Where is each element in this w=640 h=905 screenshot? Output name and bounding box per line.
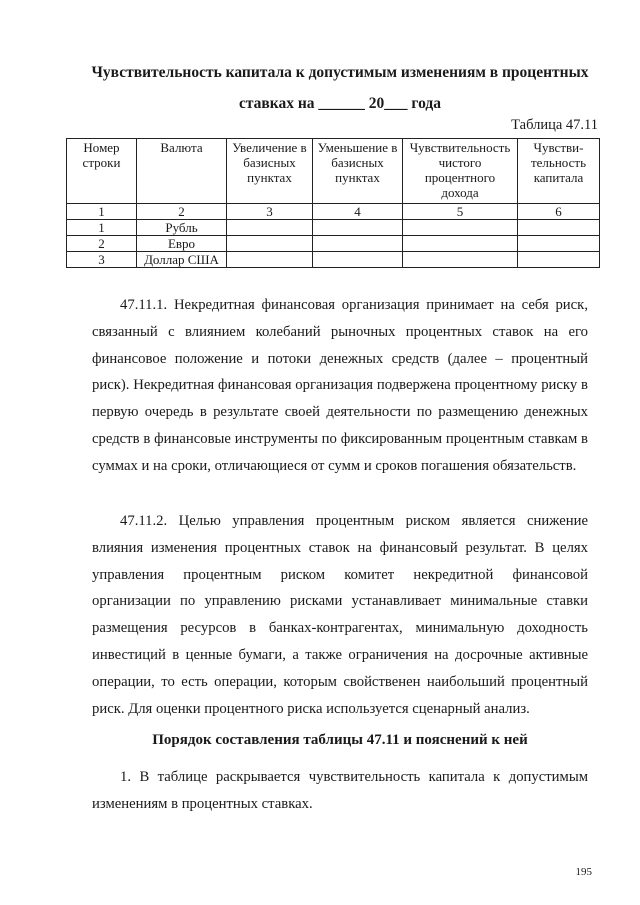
header-row-number: Номер строки	[67, 139, 137, 204]
table-cell	[403, 220, 518, 236]
row-number-cell: 1	[67, 220, 137, 236]
header-currency: Валюта	[137, 139, 227, 204]
table-cell	[518, 252, 600, 268]
section-heading: Порядок составления таблицы 47.11 и пояснений к ней	[152, 732, 528, 748]
column-number: 2	[137, 204, 227, 220]
header-increase-bp: Увеличение в базисных пунктах	[227, 139, 313, 204]
header-capital-sensitivity: Чувстви-тельность капитала	[518, 139, 600, 204]
currency-cell: Рубль	[137, 220, 227, 236]
paragraph-47-11-1: 47.11.1. Некредитная финансовая организация принимает на себя риск, связанный с влиянием колебаний рыночных процентных ставок на его финансовое положение и потоки денежных средств (далее – процентный риск). Некредитная финансовая организация подвержена процентному риску в первую очередь в результате своей деятельности по размещению денежных средств в финансовые инструменты по фиксированным процентным ставкам в суммах и на сроки, отличающиеся от сумм и сроков погашения обязательств.	[92, 297, 588, 474]
table-cell	[313, 236, 403, 252]
paragraph-instruction-1: 1. В таблице раскрывается чувствительность капитала к допустимым изменениям в процентных ставках.	[92, 769, 588, 812]
table-header-row	[67, 139, 600, 204]
column-number: 6	[518, 204, 600, 220]
table-cell	[313, 252, 403, 268]
column-number: 1	[67, 204, 137, 220]
table-cell	[518, 220, 600, 236]
table-title-line1: Чувствительность капитала к допустимым изменениям в процентных	[91, 64, 589, 81]
paragraph-47-11-2: 47.11.2. Целью управления процентным риском является снижение влияния изменения процентных ставок на финансовый результат. В целях управления процентным риском комитет некредитной финансовой организации по управлению рисками устанавливает минимальные ставки размещения ресурсов в банках-контрагентах, минимальную доходность инвестиций в ценные бумаги, а также ограничения на досрочные активные операции, то есть операции, которым свойственен наибольший процентный риск. Для оценки процентного риска используется сценарный анализ.	[92, 513, 588, 717]
table-cell	[227, 236, 313, 252]
table-title-line2: ставках на ______ 20___ года	[239, 95, 441, 112]
table-cell	[403, 252, 518, 268]
sensitivity-table	[66, 138, 600, 268]
column-number: 5	[403, 204, 518, 220]
column-number: 3	[227, 204, 313, 220]
table-cell	[403, 236, 518, 252]
currency-cell: Евро	[137, 236, 227, 252]
page-number: 195	[575, 866, 592, 878]
row-number-cell: 2	[67, 236, 137, 252]
table-row	[67, 220, 600, 236]
table-cell	[227, 220, 313, 236]
table-row	[67, 236, 600, 252]
table-caption: Таблица 47.11	[511, 117, 598, 133]
currency-cell: Доллар США	[137, 252, 227, 268]
column-number: 4	[313, 204, 403, 220]
header-decrease-bp: Уменьшение в базисных пунктах	[313, 139, 403, 204]
table-row	[67, 252, 600, 268]
header-net-interest-income-sensitivity: Чувствительность чистого процентного дохода	[403, 139, 518, 204]
table-cell	[313, 220, 403, 236]
column-number-row	[67, 204, 600, 220]
table-cell	[227, 252, 313, 268]
table-cell	[518, 236, 600, 252]
row-number-cell: 3	[67, 252, 137, 268]
